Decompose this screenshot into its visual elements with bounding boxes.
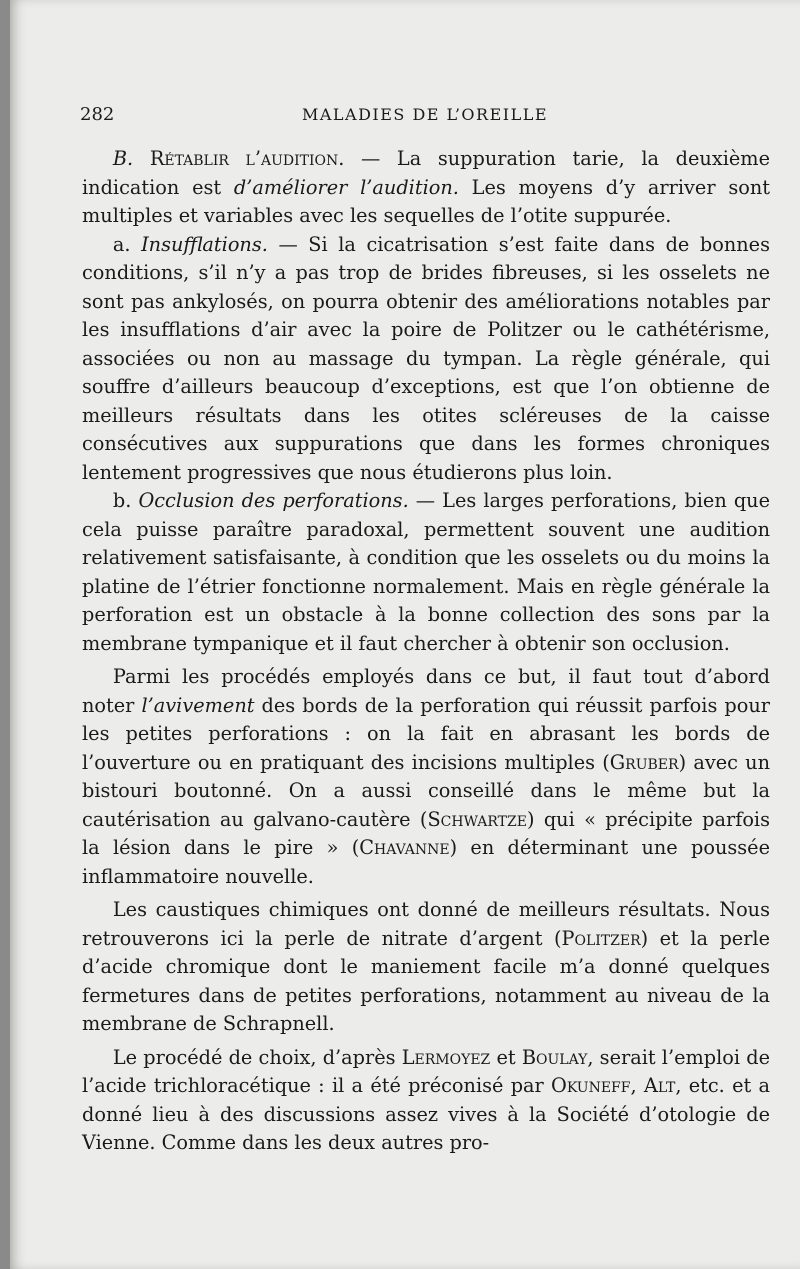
page-header <box>80 104 770 128</box>
author-name: Lermoyez <box>401 1045 491 1069</box>
paragraph-insufflations: a. Insufflations. — Si la cicatrisation s’est faite dans de bonnes conditions, s’il n’y a pas trop de brides fibreuses, si les osselets ne sont pas ankylosés, on pourra obtenir des améliorations notables par les insufflations d’air avec la poire de Politzer ou le cathétérisme, associées ou non au massage du tympan. La règle générale, qui souffre d’ailleurs beaucoup d’exceptions, est que l’on obtienne de meilleurs résultats dans les otites scléreuses de la caisse consécutives aux suppurations que dans les formes chroniques lentement progressives que nous étudierons plus loin. <box>82 232 770 484</box>
subsection-label: a. <box>112 232 131 256</box>
author-name: Politzer <box>561 926 641 950</box>
section-heading: Rétablir l’audition. <box>149 147 345 170</box>
author-name: Schwartze <box>427 807 527 831</box>
subsection-heading: Insufflations. <box>141 232 268 256</box>
subsection-label: b. <box>112 489 132 512</box>
author-name: Alt <box>643 1074 676 1097</box>
section-label: B. <box>112 147 134 170</box>
emphasis: d’améliorer l’audition. <box>233 175 459 199</box>
page-body <box>82 145 770 1158</box>
paragraph-procede-de-choix: Le procédé de choix, d’après Lermoyez et Boulay, serait l’emploi de l’acide trichloracétique : il a été préconisé par Okuneff, Alt, etc. et a donné lieu à des discussions assez vives à la Société d’otologie de Vienne. Comme dans les deux autres pro- <box>82 1045 770 1154</box>
subsection-heading: Occlusion des perforations. <box>138 489 409 512</box>
page-number: 282 <box>80 104 115 125</box>
book-page <box>10 0 800 1269</box>
paragraph-caustiques: Les caustiques chimiques ont donné de meilleurs résultats. Nous retrouverons ici la perle de nitrate d’argent (Politzer) et la perle d’acide chromique dont le maniement facile m’a donné quelques fermetures dans de petites perforations, notamment au niveau de la membrane de Schrapnell. <box>82 898 771 1035</box>
author-name: Gruber <box>609 750 679 774</box>
author-name: Okuneff <box>551 1074 631 1097</box>
author-name: Chavanne <box>359 836 450 859</box>
paragraph-avivement: Parmi les procédés employés dans ce but, il faut tout d’abord noter l’avivement des bords de la perforation qui réussit parfois pour les petites perforations : on la fait en abrasant les bords de l’ouverture ou en pratiquant des incisions multiples (Gruber) avec un bistouri boutonné. On a aussi conseillé dans le même but la cautérisation au galvano-cautère (Schwartze) qui « précipite parfois la lésion dans le pire » (Chavanne) en déterminant une poussée inflammatoire nouvelle. <box>82 665 771 888</box>
paragraph-retablir-audition: B. Rétablir l’audition. — La suppuration tarie, la deuxième indication est d’améliorer l’audition. Les moyens d’y arriver sont multiples et variables avec les sequelles de l’otite suppurée. <box>82 147 770 227</box>
author-name: Boulay <box>521 1045 588 1069</box>
running-title: MALADIES DE L’OREILLE <box>301 105 549 124</box>
paragraph-occlusion: b. Occlusion des perforations. — Les larges perforations, bien que cela puisse paraître paradoxal, permettent souvent une audition relativement satisfaisante, à condition que les osselets ou du moins la platine de l’étrier fonctionne normalement. Mais en règle générale la perforation est un obstacle à la bonne collection des sons par la membrane tympanique et il faut chercher à obtenir son occlusion. <box>82 489 770 655</box>
emphasis: l’avivement <box>141 693 255 717</box>
